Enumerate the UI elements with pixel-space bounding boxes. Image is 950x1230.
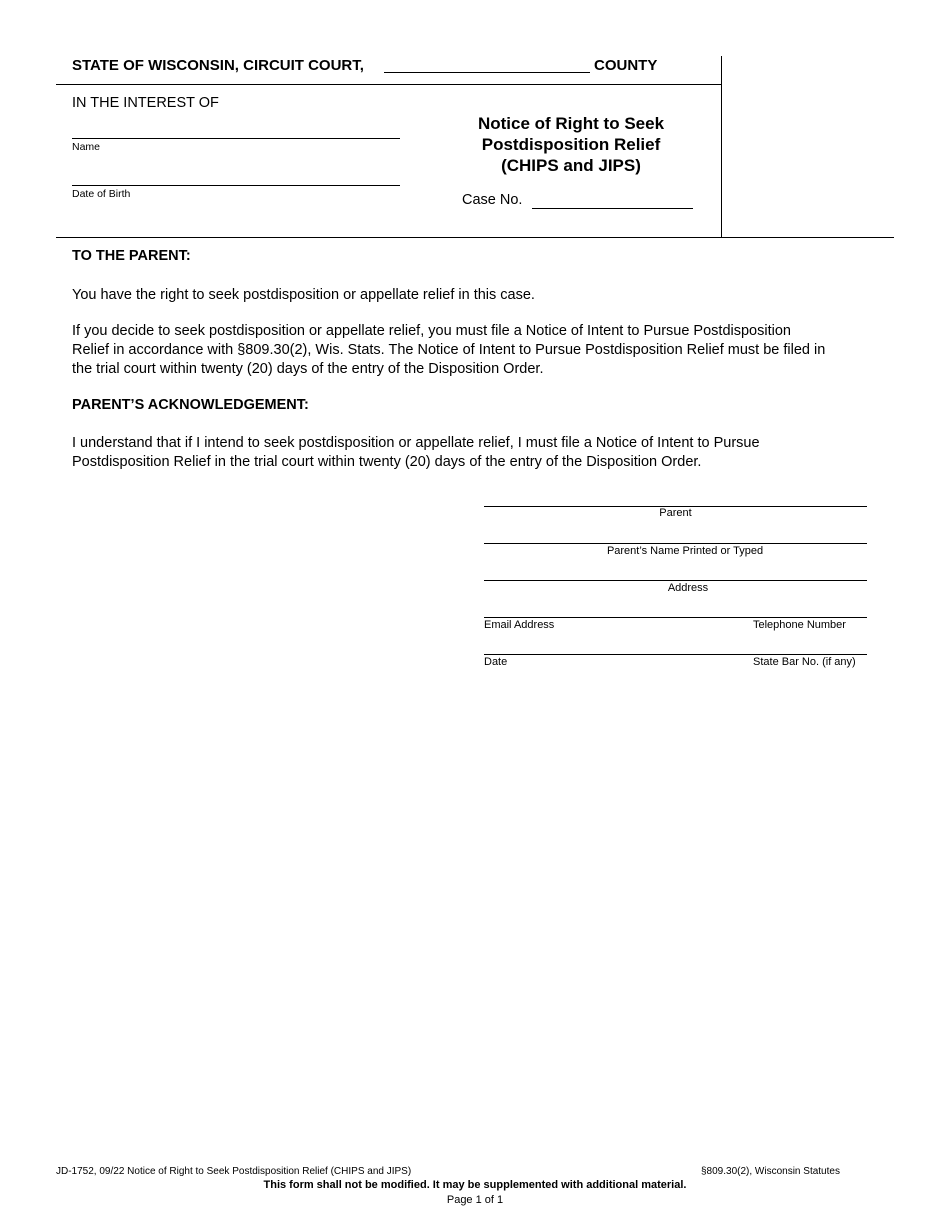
name-line[interactable]: [72, 138, 400, 139]
case-no-line[interactable]: [532, 208, 693, 209]
ack-line-1: I understand that if I intend to seek postdisposition or appellate relief, I must file a Notice of Intent to Pursue: [72, 435, 760, 451]
case-no-label: Case No.: [462, 192, 523, 208]
date-label: Date: [484, 656, 508, 668]
in-interest-of-label: IN THE INTEREST OF: [72, 95, 219, 111]
acknowledgement-text: [72, 434, 902, 472]
acknowledgement-heading: PARENT’S ACKNOWLEDGEMENT:: [72, 397, 309, 413]
statute-reference: §809.30(2), Wisconsin Statutes: [701, 1166, 840, 1177]
header-bottom-border: [56, 237, 894, 238]
county-fill-line[interactable]: [384, 72, 590, 73]
state-bar-label: State Bar No. (if any): [753, 656, 856, 668]
page-number: Page 1 of 1: [446, 1194, 504, 1206]
form-title: [440, 113, 702, 176]
date-bar-line[interactable]: [484, 654, 867, 655]
email-phone-line[interactable]: [484, 617, 867, 618]
paragraph-2-line-3: the trial court within twenty (20) days of the entry of the Disposition Order.: [72, 361, 544, 377]
dob-line[interactable]: [72, 185, 400, 186]
address-line[interactable]: [484, 580, 867, 581]
paragraph-2-line-2: Relief in accordance with §809.30(2), Wis. Stats. The Notice of Intent to Pursue Postdisposition Relief must be filed in: [72, 342, 826, 358]
dob-label: Date of Birth: [72, 188, 131, 200]
paragraph-2-line-1: If you decide to seek postdisposition or appellate relief, you must file a Notice of Intent to Pursue Postdisposition: [72, 323, 791, 339]
title-line-2: Postdisposition Relief: [481, 135, 661, 154]
header-divider: [56, 84, 722, 85]
title-line-3: (CHIPS and JIPS): [501, 156, 641, 175]
county-label: COUNTY: [594, 57, 658, 74]
parent-label: Parent: [659, 507, 692, 519]
to-parent-heading: TO THE PARENT:: [72, 248, 191, 264]
address-label: Address: [667, 582, 709, 594]
state-court-label: STATE OF WISCONSIN, CIRCUIT COURT,: [72, 57, 364, 74]
name-label: Name: [72, 141, 101, 153]
paragraph-1: You have the right to seek postdisposition or appellate relief in this case.: [72, 287, 535, 303]
form-id: JD-1752, 09/22 Notice of Right to Seek Postdisposition Relief (CHIPS and JIPS): [56, 1166, 412, 1177]
modification-notice: This form shall not be modified. It may be supplemented with additional material.: [263, 1179, 687, 1191]
telephone-label: Telephone Number: [753, 619, 846, 631]
paragraph-2: [72, 322, 902, 379]
ack-line-2: Postdisposition Relief in the trial court within twenty (20) days of the entry of the Disposition Order.: [72, 454, 702, 470]
printed-name-line[interactable]: [484, 543, 867, 544]
email-label: Email Address: [484, 619, 555, 631]
printed-name-label: Parent’s Name Printed or Typed: [606, 545, 764, 557]
title-line-1: Notice of Right to Seek: [477, 114, 665, 133]
